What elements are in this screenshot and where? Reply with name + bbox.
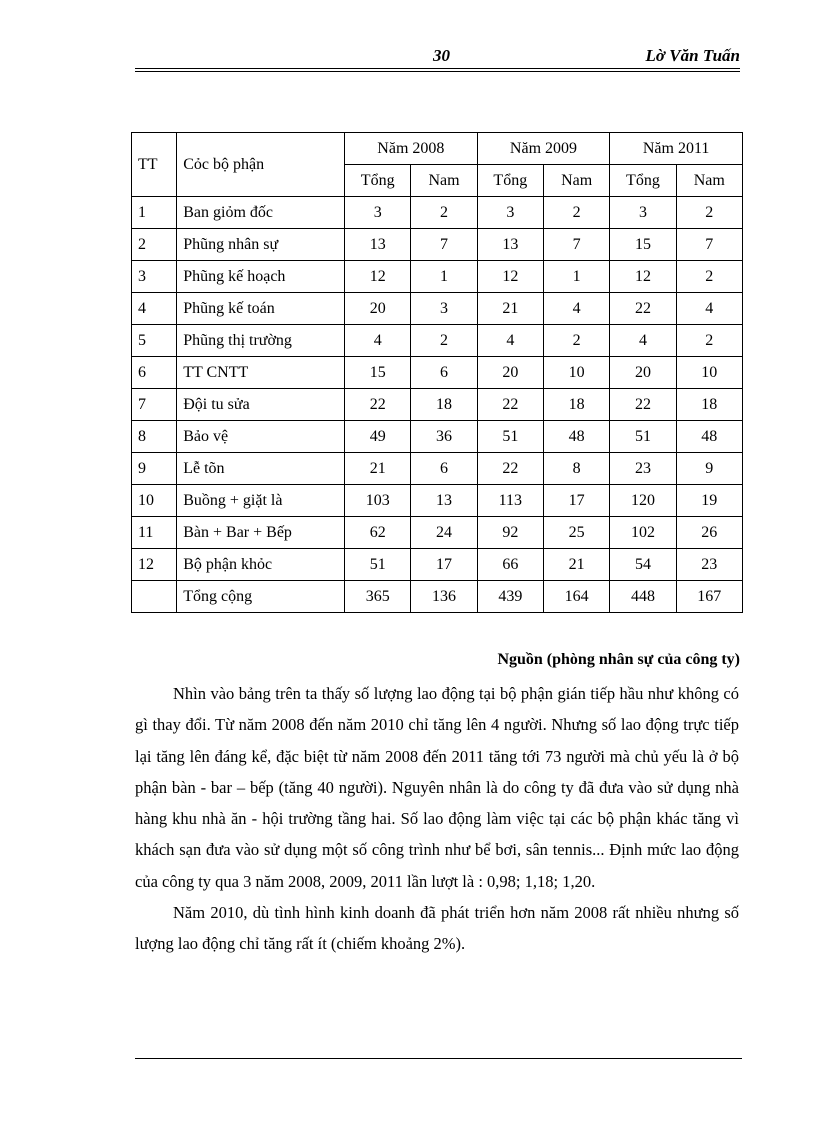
cell-male: 18	[411, 389, 477, 421]
cell-dept: Đội tu sửa	[177, 389, 345, 421]
cell-male: 26	[676, 517, 742, 549]
cell-total: 15	[610, 229, 676, 261]
table-row	[132, 325, 743, 357]
sub-total-header: Tổng	[477, 165, 543, 197]
table-row	[132, 197, 743, 229]
cell-total: 92	[477, 517, 543, 549]
cell-total: 120	[610, 485, 676, 517]
sub-total-header: Tổng	[345, 165, 411, 197]
cell-total: 20	[477, 357, 543, 389]
cell-male: 48	[543, 421, 609, 453]
staff-table	[131, 132, 743, 613]
sub-male-header: Nam	[411, 165, 477, 197]
cell-male: 4	[676, 293, 742, 325]
footer-rule	[135, 1058, 742, 1059]
cell-total: 21	[345, 453, 411, 485]
cell-total: 54	[610, 549, 676, 581]
cell-total: 22	[477, 453, 543, 485]
table-row	[132, 293, 743, 325]
cell-male: 6	[411, 357, 477, 389]
cell-total: 13	[345, 229, 411, 261]
cell-total: 439	[477, 581, 543, 613]
cell-tt: 7	[132, 389, 177, 421]
cell-male: 48	[676, 421, 742, 453]
cell-male: 36	[411, 421, 477, 453]
cell-male: 19	[676, 485, 742, 517]
col-dept-header: Cỏc bộ phận	[177, 133, 345, 197]
cell-dept: Tổng cộng	[177, 581, 345, 613]
cell-total: 448	[610, 581, 676, 613]
cell-total: 4	[345, 325, 411, 357]
cell-total: 12	[477, 261, 543, 293]
table-header-row	[132, 133, 743, 165]
cell-male: 2	[676, 261, 742, 293]
cell-male: 1	[543, 261, 609, 293]
cell-male: 1	[411, 261, 477, 293]
cell-total: 62	[345, 517, 411, 549]
cell-male: 2	[543, 325, 609, 357]
cell-male: 24	[411, 517, 477, 549]
table-row	[132, 229, 743, 261]
cell-male: 17	[411, 549, 477, 581]
cell-male: 2	[676, 325, 742, 357]
cell-total: 365	[345, 581, 411, 613]
cell-male: 9	[676, 453, 742, 485]
table-row	[132, 357, 743, 389]
cell-male: 7	[543, 229, 609, 261]
cell-total: 3	[477, 197, 543, 229]
cell-dept: Bộ phận khỏc	[177, 549, 345, 581]
col-tt-header: TT	[132, 133, 177, 197]
cell-total: 51	[477, 421, 543, 453]
table-row	[132, 389, 743, 421]
table-row	[132, 485, 743, 517]
cell-male: 17	[543, 485, 609, 517]
paragraph: Năm 2010, dù tình hình kinh doanh đã phát triển hơn năm 2008 rất nhiều nhưng số lượng lao động chỉ tăng rất ít (chiếm khoảng 2%).	[135, 903, 739, 954]
cell-tt: 3	[132, 261, 177, 293]
cell-total: 49	[345, 421, 411, 453]
cell-male: 2	[543, 197, 609, 229]
cell-total: 22	[345, 389, 411, 421]
cell-total: 51	[610, 421, 676, 453]
cell-tt: 10	[132, 485, 177, 517]
cell-dept: Phũng thị trường	[177, 325, 345, 357]
cell-dept: Phũng nhân sự	[177, 229, 345, 261]
table-total-row	[132, 581, 743, 613]
cell-tt: 8	[132, 421, 177, 453]
cell-male: 8	[543, 453, 609, 485]
sub-male-header: Nam	[543, 165, 609, 197]
cell-total: 15	[345, 357, 411, 389]
table-row	[132, 261, 743, 293]
cell-dept: Phũng kế toán	[177, 293, 345, 325]
cell-tt: 2	[132, 229, 177, 261]
cell-tt	[132, 581, 177, 613]
cell-male: 10	[543, 357, 609, 389]
cell-dept: Bàn + Bar + Bếp	[177, 517, 345, 549]
cell-male: 10	[676, 357, 742, 389]
cell-total: 66	[477, 549, 543, 581]
cell-total: 22	[610, 293, 676, 325]
cell-total: 12	[345, 261, 411, 293]
table-row	[132, 421, 743, 453]
cell-dept: TT CNTT	[177, 357, 345, 389]
header-author: Lờ Văn Tuấn	[645, 46, 740, 65]
cell-dept: Buồng + giặt là	[177, 485, 345, 517]
cell-male: 7	[676, 229, 742, 261]
cell-tt: 9	[132, 453, 177, 485]
cell-total: 12	[610, 261, 676, 293]
page-header	[135, 46, 740, 68]
cell-total: 13	[477, 229, 543, 261]
cell-tt: 1	[132, 197, 177, 229]
cell-tt: 4	[132, 293, 177, 325]
cell-male: 2	[411, 325, 477, 357]
cell-male: 3	[411, 293, 477, 325]
cell-male: 167	[676, 581, 742, 613]
cell-male: 6	[411, 453, 477, 485]
cell-male: 164	[543, 581, 609, 613]
source-note: Nguồn (phòng nhân sự của công ty)	[497, 651, 740, 668]
table-row	[132, 549, 743, 581]
cell-dept: Bảo vệ	[177, 421, 345, 453]
cell-male: 136	[411, 581, 477, 613]
cell-total: 51	[345, 549, 411, 581]
page-number: 30	[433, 46, 450, 65]
cell-total: 23	[610, 453, 676, 485]
cell-dept: Ban giỏm đốc	[177, 197, 345, 229]
cell-male: 18	[676, 389, 742, 421]
cell-total: 20	[610, 357, 676, 389]
table-row	[132, 517, 743, 549]
year-header: Năm 2008	[345, 133, 478, 165]
sub-total-header: Tổng	[610, 165, 676, 197]
sub-male-header: Nam	[676, 165, 742, 197]
year-header: Năm 2009	[477, 133, 610, 165]
cell-total: 102	[610, 517, 676, 549]
cell-total: 103	[345, 485, 411, 517]
cell-male: 2	[676, 197, 742, 229]
cell-male: 23	[676, 549, 742, 581]
year-header: Năm 2011	[610, 133, 743, 165]
table-row	[132, 453, 743, 485]
cell-total: 3	[345, 197, 411, 229]
cell-total: 3	[610, 197, 676, 229]
cell-tt: 11	[132, 517, 177, 549]
cell-male: 7	[411, 229, 477, 261]
cell-male: 25	[543, 517, 609, 549]
cell-tt: 5	[132, 325, 177, 357]
cell-total: 4	[610, 325, 676, 357]
cell-total: 22	[477, 389, 543, 421]
header-rule	[135, 68, 740, 72]
cell-total: 4	[477, 325, 543, 357]
paragraph: Nhìn vào bảng trên ta thấy số lượng lao động tại bộ phận gián tiếp hầu như không có gì thay đổi. Từ năm 2008 đến năm 2010 chỉ tăng lên 4 người. Nhưng số lao động trực tiếp lại tăng lên đáng kể, đặc biệt từ năm 2008 đến 2011 tăng tới 73 người mà chủ yếu là ở bộ phận bàn - bar – bếp (tăng 40 người). Nguyên nhân là do công ty đã đưa vào sử dụng nhà hàng khu nhà ăn - hội trường tầng hai. Số lao động làm việc tại các bộ phận khác tăng vì khách sạn đưa vào sử dụng một số công trình như bể bơi, sân tennis... Định mức lao động của công ty qua 3 năm 2008, 2009, 2011 lần lượt là : 0,98; 1,18; 1,20.	[135, 684, 739, 891]
cell-tt: 6	[132, 357, 177, 389]
cell-total: 21	[477, 293, 543, 325]
body-text	[135, 678, 739, 960]
cell-tt: 12	[132, 549, 177, 581]
cell-total: 22	[610, 389, 676, 421]
cell-male: 2	[411, 197, 477, 229]
cell-dept: Phũng kế hoạch	[177, 261, 345, 293]
cell-dept: Lễ tõn	[177, 453, 345, 485]
cell-male: 18	[543, 389, 609, 421]
table-body	[132, 197, 743, 613]
cell-male: 4	[543, 293, 609, 325]
cell-total: 113	[477, 485, 543, 517]
cell-total: 20	[345, 293, 411, 325]
cell-male: 21	[543, 549, 609, 581]
cell-male: 13	[411, 485, 477, 517]
